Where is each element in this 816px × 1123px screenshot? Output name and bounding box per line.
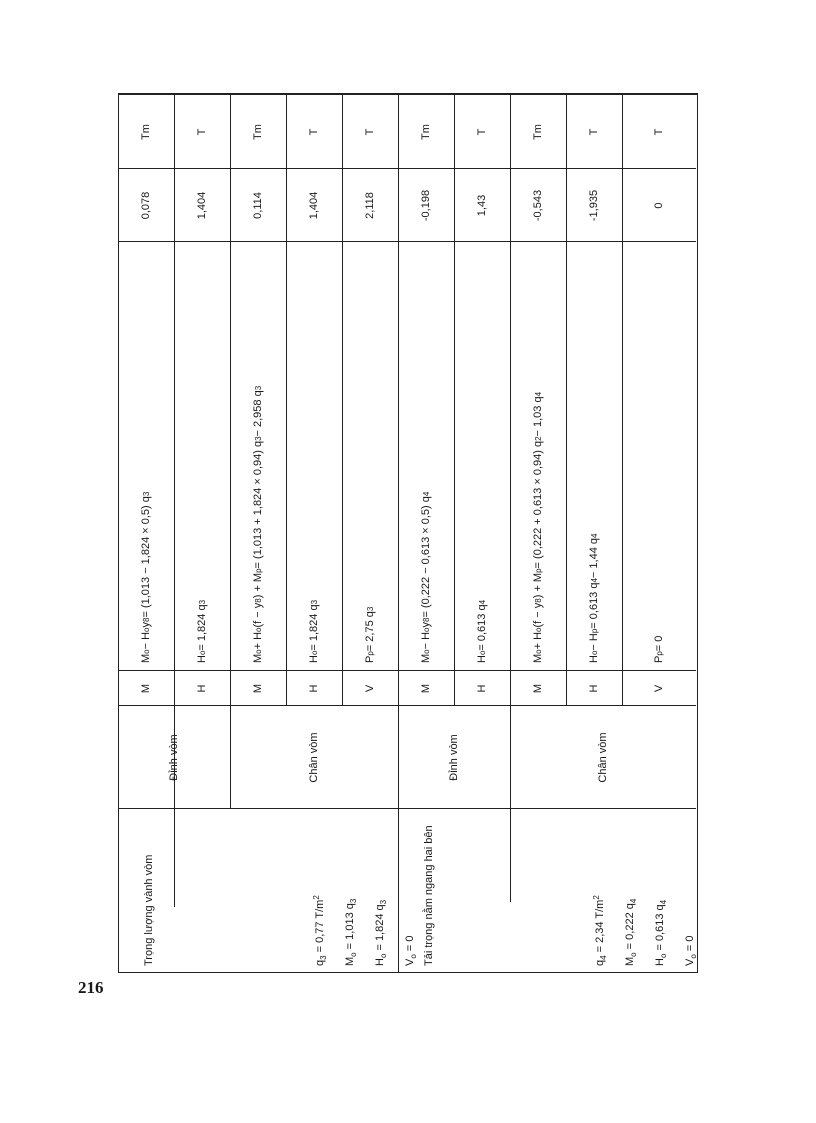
row-unit: Tm	[140, 124, 152, 140]
section2-param: $V_o = 0$	[684, 935, 698, 966]
row-symbol: H	[475, 684, 488, 693]
location-springing: Chân vòm	[307, 732, 320, 783]
row-symbol: V	[363, 684, 376, 693]
row-symbol: H	[195, 684, 208, 693]
row-symbol: H	[307, 684, 320, 693]
row-symbol: M	[531, 683, 544, 694]
row-value: 0,114	[251, 192, 264, 219]
location-crown: Đỉnh vòm	[447, 734, 460, 781]
section1-param: $V_o = 0$	[404, 935, 418, 966]
row-formula: M o − H o y 8 = (0,222 − 0,613 × 0,5) q 4	[419, 491, 432, 663]
location-crown: Đỉnh vòm	[168, 734, 180, 781]
row-unit: Tm	[531, 124, 544, 140]
row-symbol: V	[652, 684, 665, 693]
row-formula: M o + H o (f − y 8 ) + M p = (1,013 + 1,824 × 0,94) q 3 − 2,958 q 3	[251, 385, 264, 663]
section1-param: $q_3 = 0,77$ $T/m^2$	[312, 895, 328, 966]
section1-param: $H_o = 1,824$ $q_3$	[374, 899, 388, 966]
row-symbol: M	[251, 683, 264, 694]
row-formula: P p = 2,75 q 3	[363, 606, 376, 663]
row-symbol: M	[419, 683, 432, 694]
row-formula: M o + H o (f − y 8 ) + M p = (0,222 + 0,613 × 0,94) q 2 − 1,03 q 4	[531, 391, 544, 663]
row-unit: T	[652, 128, 665, 136]
row-formula: P p = 0	[652, 635, 665, 663]
row-formula: H o = 1,824 q 3	[307, 599, 320, 663]
page-number: 216	[78, 978, 104, 997]
rotated-table	[119, 95, 696, 972]
row-value: -0,198	[419, 189, 432, 222]
row-unit: T	[587, 128, 600, 136]
row-value: -1,935	[587, 189, 600, 222]
section2-params	[589, 895, 701, 966]
section1-title: Trọng lượng vành vòm	[142, 854, 155, 966]
location-springing: Chân vòm	[596, 732, 609, 783]
load-table	[118, 93, 698, 973]
row-value: 1,404	[195, 191, 208, 220]
row-unit: T	[363, 128, 376, 136]
row-formula: H o = 1,824 q 3	[195, 599, 208, 663]
row-symbol: M	[140, 683, 152, 694]
row-value: -0,543	[531, 189, 544, 222]
row-unit: T	[475, 128, 488, 136]
section2-title: Tải trọng nằm ngang hai bên	[422, 825, 435, 966]
section2-param: $q_4 = 2,34$ $T/m^2$	[592, 895, 608, 966]
row-value: 1,404	[307, 191, 320, 220]
section1-param: $M_o = 1,013$ $q_3$	[344, 898, 358, 966]
section2-param: $M_o = 0,222$ $q_4$	[624, 898, 638, 966]
row-formula: M o − H o y 8 = (1,013 − 1,824 × 0,5) q 3	[140, 491, 152, 663]
row-value: 0	[652, 202, 665, 209]
row-value: 0,078	[140, 191, 152, 220]
row-unit: Tm	[251, 124, 264, 140]
row-unit: T	[307, 128, 320, 136]
row-value: 2,118	[363, 192, 376, 219]
row-formula: H o − H p = 0,613 q 4 − 1,44 q 4	[587, 533, 600, 663]
row-symbol: H	[587, 684, 600, 693]
row-unit: T	[195, 128, 208, 136]
row-value: 1,43	[475, 194, 488, 217]
section1-params	[309, 895, 421, 966]
section2-param: $H_o = 0,613$ $q_4$	[654, 899, 668, 966]
row-formula: H o = 0,613 q 4	[475, 599, 488, 663]
row-unit: Tm	[419, 124, 432, 140]
